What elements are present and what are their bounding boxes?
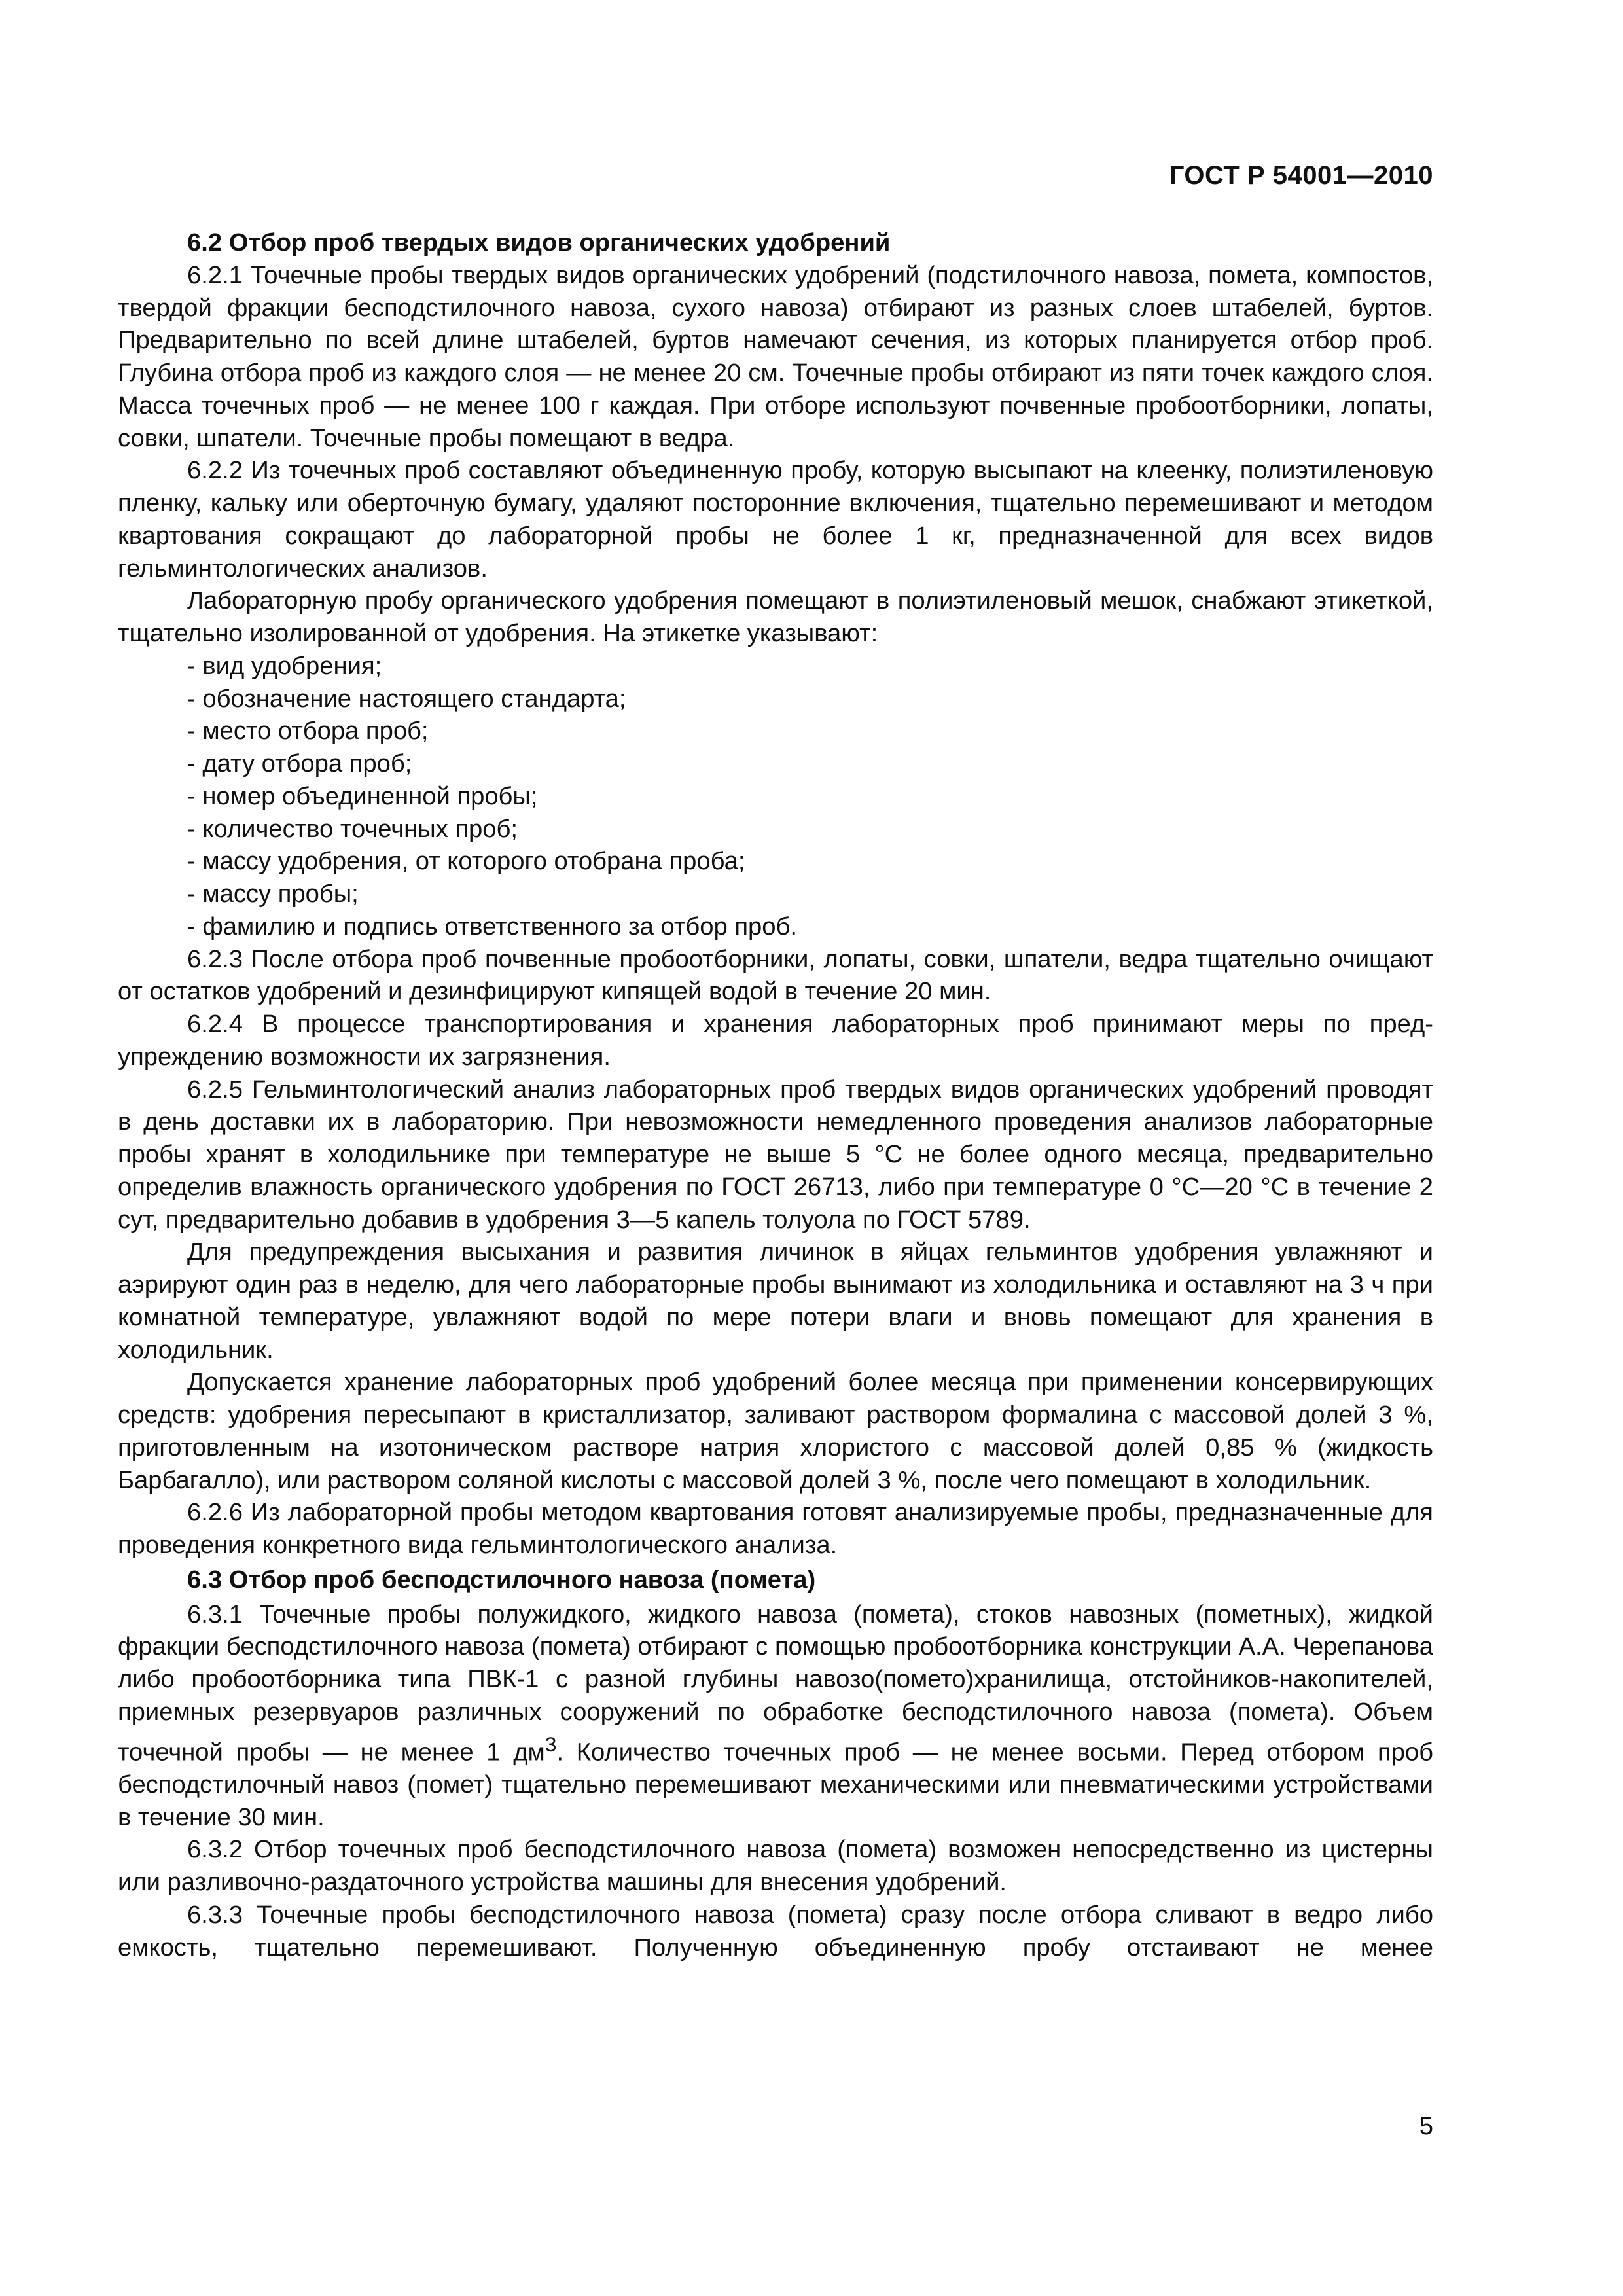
page-number: 5 [1419,2113,1433,2140]
paragraph-6-3-1-text-end: . Количество точечных проб — не менее восьми. Перед отбором проб бесподстилочный навоз (помет) тщательно перемешивают механическими или пневматическими устройствами в течение 30 мин. [118,1738,1434,1831]
paragraph-6-2-1: 6.2.1 Точечные пробы твердых видов органических удобрений (подстилочного навоза, помета, компостов, твердой фракции бесподстилочного навоза, сухого навоза) отбирают из разных слоев штабелей, буртов. Предварительно по всей длине штабелей, буртов намечают сечения, из которых планируется отбор проб. Глубина отбора проб из каждого слоя — не менее 20 см. Точечные пробы отбирают из пяти точек каждого слоя. Масса точечных проб — не менее 100 г каждая. При отборе используют почвенные пробоотборники, лопаты, совки, шпатели. Точечные пробы помещают в ведра. [118,260,1433,452]
section-heading-6-2: 6.2 Отбор проб твердых видов органических удобрений [187,228,891,257]
standard-code-header: ГОСТ Р 54001—2010 [1169,161,1433,190]
paragraph-6-3-3: 6.3.3 Точечные пробы бесподстилочного навоза (помета) сразу после отбора сливают в ведро либо емкость, тщательно перемешивают. Полученную объединенную пробу отстаивают не менее [118,1900,1433,1962]
list-item: - вид удобрения; [187,651,382,680]
paragraph-6-3-1 [118,1598,1433,1834]
section-heading-6-3: 6.3 Отбор проб бесподстилочного навоза (помета) [187,1565,816,1594]
document-body [118,226,1433,1964]
list-item: - массу удобрения, от которого отобрана проба; [187,847,745,876]
list-item: - номер объединенной пробы; [187,781,538,810]
list-item: - место отбора проб; [187,717,429,745]
paragraph-6-3-1-text-start: 6.3.1 Точечные пробы полужидкого, жидкого навоза (помета), стоков навозных (пометных), жидкой фракции бесподстилочного навоза (помета) отбирают с помощью пробоотборника конструкции А.А. Черепанова либо пробоотборника типа ПВК-1 с разной глубины навозо(помето)хранилища, отстойников-накопителей, приемных резервуаров различных сооружений по обработке бесподстилочного навоза (помета). Объем точечной пробы — не менее 1 дм [118,1600,1433,1767]
list-item: - обозначение настоящего стандарта; [187,684,626,713]
paragraph-6-2-6: 6.2.6 Из лабораторной пробы методом квартования готовят анализируемые пробы, предназначенные для проведения конкретного вида гельминтологического анализа. [118,1498,1433,1559]
paragraph-6-2-3: 6.2.3 После отбора проб почвенные пробоотборники, лопаты, совки, шпатели, ведра тщательно очищают от остатков удобрений и дезинфицируют кипящей водой в течение 20 мин. [118,944,1433,1006]
paragraph-6-2-2: 6.2.2 Из точечных проб составляют объединенную пробу, которую высыпают на клеенку, полиэтиленовую пленку, кальку или оберточную бумагу, удаляют посторонние включения, тщательно перемешивают и методом квартования сокращают до лабораторной пробы не более 1 кг, предназначенной для всех видов гельминтологических анализов. [118,456,1433,583]
paragraph-storage-preservatives: Допускается хранение лабораторных проб удобрений более месяца при применении консервирующих средств: удобрения пересыпают в кристаллизатор, заливают раствором формалина с массовой долей 3 %, приготовленным на изотоническом растворе натрия хлористого с массовой долей 0,85 % (жидкость Барбагалло), или раствором соляной кислоты с массовой долей 3 %, после чего помещают в холодильник. [118,1368,1433,1494]
list-item: - массу пробы; [187,880,359,908]
list-item: - количество точечных проб; [187,814,518,843]
paragraph-6-3-2: 6.3.2 Отбор точечных проб бесподстилочного навоза (помета) возможен непосредственно из цистерны или разливочно-раздаточного устройства машины для внесения удобрений. [118,1835,1433,1897]
paragraph-6-2-5: 6.2.5 Гельминтологический анализ лабораторных проб твердых видов органических удобрений проводят в день доставки их в лабораторию. При невозможности немедленного проведения анализов лабораторные пробы хранят в холодильнике при температуре не выше 5 °С не более одного месяца, предварительно определив влажность органического удобрения по ГОСТ 26713, либо при температуре 0 °С—20 °С в течение 2 сут, предварительно добавив в удобрения 3—5 капель толуола по ГОСТ 5789. [118,1075,1433,1234]
paragraph-label-requirements: Лабораторную пробу органического удобрения помещают в полиэтиленовый мешок, снабжают этикеткой, тщательно изолированной от удобрения. На этикетке указывают: [118,586,1433,647]
list-item: - фамилию и подпись ответственного за отбор проб. [187,912,797,941]
paragraph-6-2-4: 6.2.4 В процессе транспортирования и хранения лабораторных проб принимают меры по предупреждению возможности их загрязнения. [118,1010,1433,1071]
label-items-list [118,650,1433,943]
cubic-superscript: 3 [544,1732,557,1756]
paragraph-drying-prevention: Для предупреждения высыхания и развития личинок в яйцах гельминтов удобрения увлажняют и аэрируют один раз в неделю, для чего лабораторные пробы вынимают из холодильника и оставляют на 3 ч при комнатной температуре, увлажняют водой по мере потери влаги и вновь помещают для хранения в холодильник. [118,1238,1433,1364]
list-item: - дату отбора проб; [187,749,412,778]
